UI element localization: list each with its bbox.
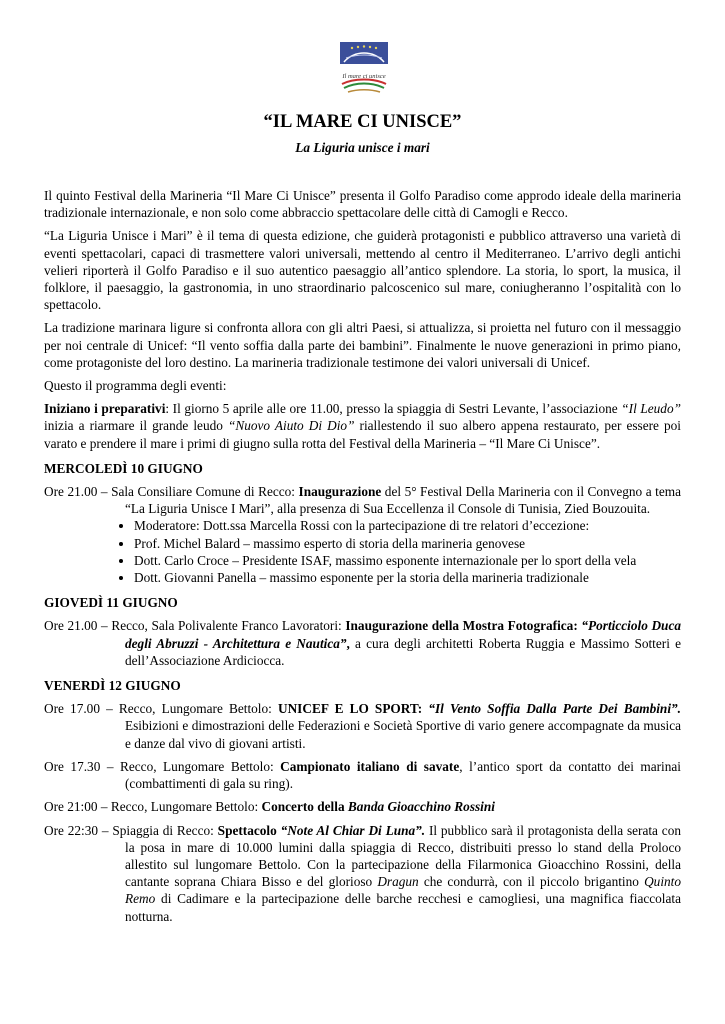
preparativi-text: : Il giorno 5 aprile alle ore 11.00, presso la spiaggia di Sestri Levante, l’associazione [165, 401, 622, 417]
boat-name: Dragun [377, 874, 419, 890]
event-time: Ore 21.00 – [44, 484, 112, 500]
event-item [44, 798, 681, 815]
boat-name: Quinto Remo [125, 874, 681, 907]
intro-paragraph-2: “La Liguria Unisce i Mari” è il tema di questa edizione, che guiderà protagonisti e pubblico attraverso una varietà di eventi spettacolari, capaci di trasmettere valori universali, mettendo al centro il Mediterraneo. L’arrivo degli antichi velieri riporterà il Golfo Paradiso e il suo autentico paesaggio all’antico splendore. La storia, lo sport, la musica, il folklore, il paesaggio, la gastronomia, in uno straordinario palcoscenico sul mare, coniugheranno l’ospitalità con lo spettacolo. [44, 228, 681, 313]
event-description: del 5° Festival Della Marineria con il Convegno a tema “La Liguria Unisce I Mari”, alla presenza di Sua Eccellenza il Console di Tunisia, Zied Bouzouita. [125, 484, 681, 517]
preparativi-lead: Iniziano i preparativi [44, 401, 166, 417]
intro-paragraph-1: Il quinto Festival della Marineria “Il Mare Ci Unisce” presenta il Golfo Paradiso come approdo ideale della marineria tradizionale internazionale, e non solo come abbraccio spettacolare delle città di Camogli e Recco. [44, 188, 681, 221]
event-location: Recco, Sala Polivalente Franco Lavoratori: [111, 618, 346, 634]
event-description: di Cadimare e la partecipazione delle barche recchesi e camogliesi, una magnifica fiaccolata notturna. [125, 891, 681, 924]
event-description: Esibizioni e dimostrazioni delle Federazioni e Società Sportive di vario genere accompagnate da musica e danze dal vivo di giovani artisti. [125, 718, 681, 751]
page-subtitle: La Liguria unisce i mari [295, 140, 430, 155]
event-subtitle: “Il Vento Soffia Dalla Parte Dei Bambini”. [428, 701, 681, 717]
list-item: • Moderatore: Dott.ssa Marcella Rossi con la partecipazione di tre relatori d’eccezione: [134, 517, 681, 534]
event-item [44, 617, 681, 669]
event-description: , l’antico sport da contatto dei marinai (combattimenti di gala su ring). [125, 758, 681, 792]
association-name: “Il Leudo” [621, 401, 681, 417]
list-item: • Prof. Michel Balard – massimo esperto di storia della marineria genovese [134, 535, 681, 552]
boat-name: “Nuovo Aiuto Di Dio” [227, 418, 355, 434]
event-location: Spiaggia di Recco: [112, 822, 218, 838]
event-description: a cura degli architetti Roberta Ruggia e Massimo Sotteri e dell’Associazione Ardiciocca. [125, 635, 681, 668]
event-item [44, 483, 681, 517]
event-time: Ore 17.30 – [44, 758, 120, 774]
event-title: Concerto della [261, 799, 348, 815]
preparativi-paragraph [44, 400, 681, 452]
event-time: Ore 21.00 – [44, 618, 112, 634]
event-location: Recco, Lungomare Bettolo: [118, 701, 278, 717]
event-item [44, 758, 681, 792]
day-heading: GIOVEDÌ 11 GIUGNO [44, 595, 178, 611]
event-description: che condurrà, con il piccolo brigantino [418, 874, 645, 890]
event-location: Recco, Lungomare Bettolo: [110, 799, 262, 815]
event-description: Il pubblico sarà il protagonista della serata con la posa in mare di 10.000 lumini dalla spiaggia di Recco, distribuiti presso lo stand della Proloco allestito sul lungomare Bettolo. Con la partecipazione della Filarmonica Gioacchino Rossini, della cantante soprana Chiara Bisso e del glorioso [125, 822, 681, 890]
intro-paragraph-4: Questo il programma degli eventi: [44, 378, 227, 394]
list-item: • Dott. Carlo Croce – Presidente ISAF, massimo esponente internazionale per lo sport della vela [134, 552, 681, 569]
logo-caption: Il mare ci unisce [342, 73, 386, 80]
event-time: Ore 17.00 – [44, 701, 119, 717]
page-title: “IL MARE CI UNISCE” [263, 112, 462, 132]
day-heading: VENERDÌ 12 GIUGNO [44, 678, 181, 694]
show-title: “Note Al Chiar Di Luna”. [280, 822, 426, 838]
event-title: Spettacolo [217, 822, 281, 838]
day-heading: MERCOLEDÌ 10 GIUGNO [44, 460, 203, 476]
intro-paragraph-3: La tradizione marinara ligure si confronta allora con gli altri Paesi, si attualizza, si proietta nel futuro con il messaggio per noi centrale di Unicef: “Il vento soffia dalla parte dei bambini”. Finalmente le nuove generazioni in primo piano, come protagoniste del loro destino. La marineria tradizionale testimone dei valori universali di Unicef. [44, 320, 681, 370]
event-location: Sala Consiliare Comune di Recco: [111, 484, 299, 500]
event-title: Inaugurazione della Mostra Fotografica: [345, 618, 582, 634]
event-title: Campionato italiano di savate [280, 758, 460, 774]
document-body [44, 187, 681, 931]
event-item [44, 700, 681, 752]
festival-logo [334, 40, 394, 98]
event-item [44, 822, 681, 925]
preparativi-text: inizia a riarmare il grande leudo [44, 418, 228, 434]
event-title: Inaugurazione [298, 484, 382, 500]
speakers-list [44, 517, 681, 586]
list-item: • Dott. Giovanni Panella – massimo esponente per la storia della marineria tradizionale [134, 569, 681, 586]
punctuation: , [346, 635, 350, 651]
exhibition-title: “Porticciolo Duca degli Abruzzi - Architettura e Nautica” [125, 618, 681, 651]
preparativi-text: riallestendo il suo albero appena restaurato, per essere poi varato e prendere il mare i primi di giugno sulla rotta del Festival della Marineria – “Il Mare Ci Unisce”. [44, 418, 681, 451]
event-location: Recco, Lungomare Bettolo: [120, 758, 281, 774]
event-title: UNICEF E LO SPORT: [277, 701, 429, 717]
logo-graphic [334, 40, 394, 98]
event-time: Ore 21:00 – [44, 799, 111, 815]
band-name: Banda Gioacchino Rossini [347, 799, 495, 815]
event-time: Ore 22:30 – [44, 822, 113, 838]
